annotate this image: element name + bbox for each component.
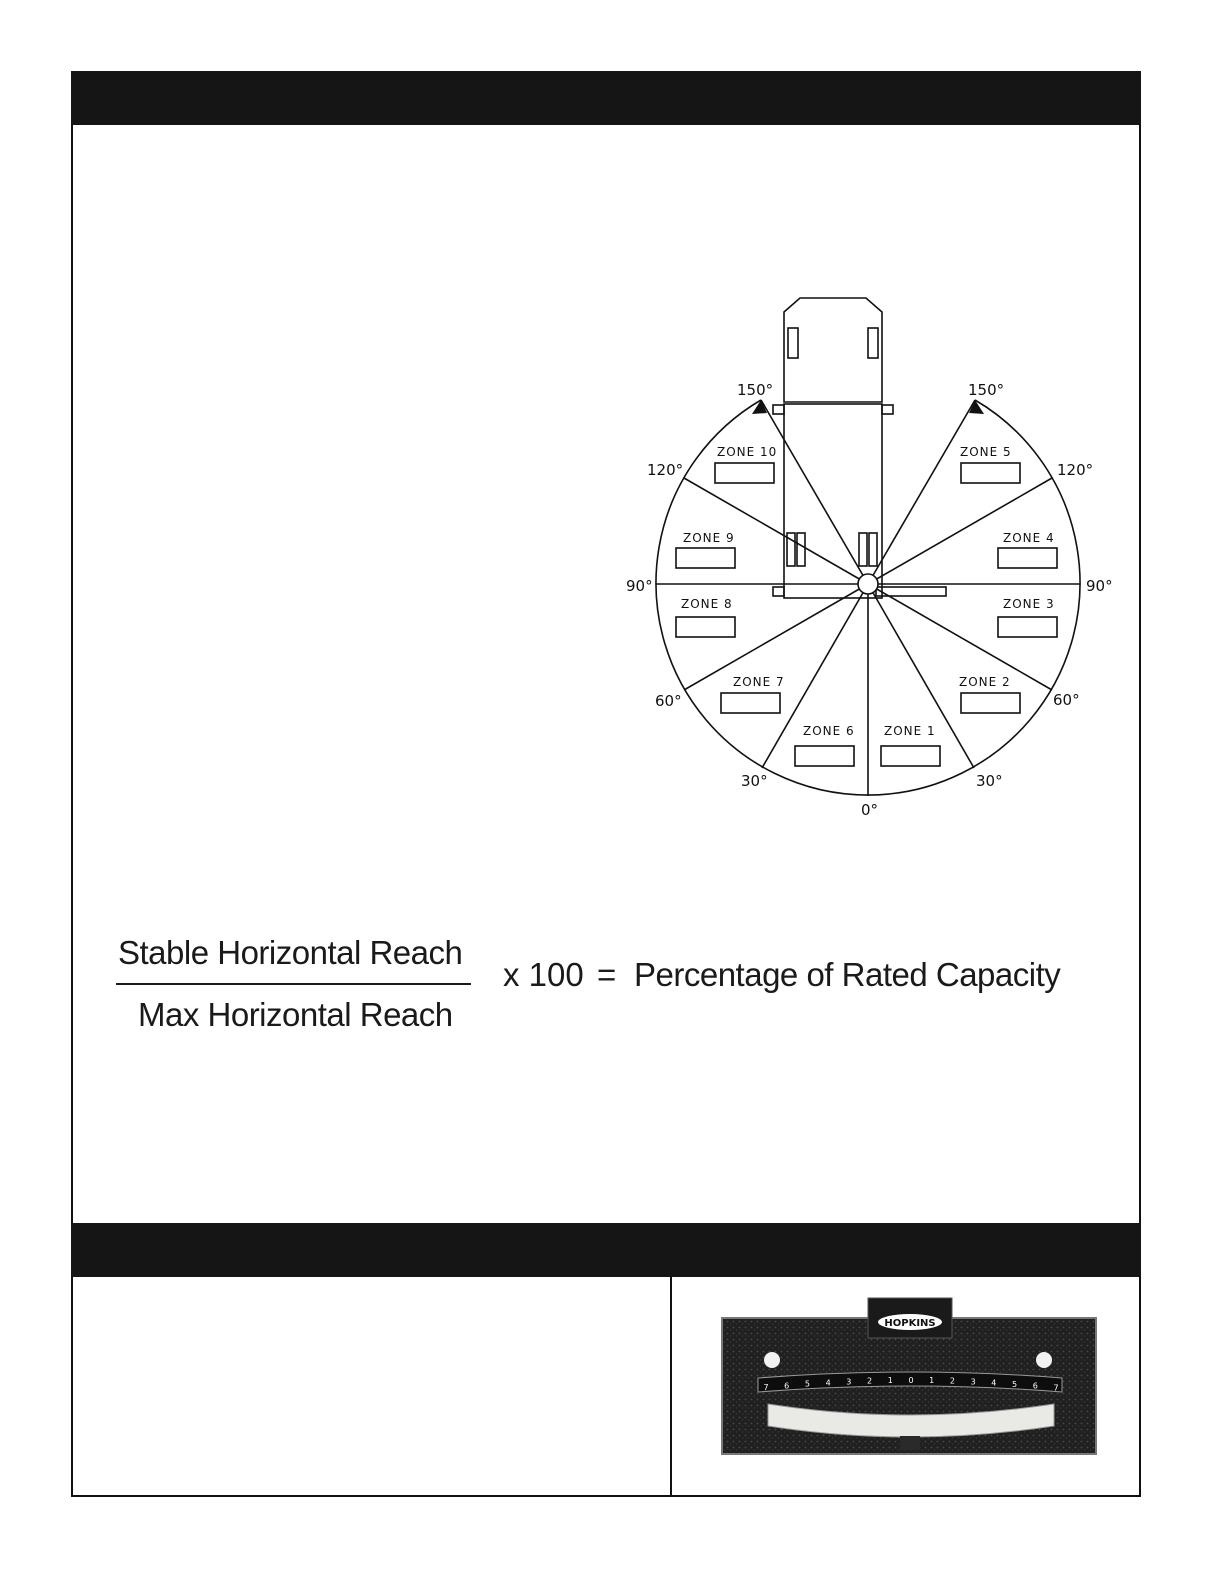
scale-tick-label: 4: [991, 1378, 997, 1388]
angle-label: 150°: [968, 381, 1005, 399]
angle-label: 90°: [626, 577, 653, 595]
mirror-left: [773, 405, 784, 414]
mount-hole-right: [1036, 1352, 1052, 1368]
scale-tick-label: 1: [887, 1376, 893, 1386]
zone-label: ZONE 10: [717, 445, 778, 459]
angle-label: 120°: [647, 461, 684, 479]
scale-tick-label: 2: [949, 1376, 955, 1386]
scale-tick-label: 0: [908, 1376, 914, 1386]
formula-result: Percentage of Rated Capacity: [634, 956, 1061, 993]
zone-label: ZONE 7: [733, 675, 785, 689]
scale-tick-label: 6: [784, 1381, 790, 1391]
angle-label: 90°: [1086, 577, 1113, 595]
scale-tick-label: 3: [970, 1377, 976, 1387]
scale-tick-label: 4: [825, 1378, 831, 1388]
wheel-right-1: [859, 533, 867, 566]
scale-tick-label: 5: [1012, 1379, 1018, 1389]
zone-label: ZONE 9: [683, 531, 735, 545]
formula-denominator: Max Horizontal Reach: [138, 996, 453, 1033]
angle-label: 30°: [976, 772, 1003, 790]
scale-tick-label: 7: [763, 1383, 769, 1393]
angle-label: 120°: [1057, 461, 1094, 479]
truck-bed: [784, 404, 882, 598]
cab-window-left: [788, 328, 798, 358]
pivot-point: [858, 574, 878, 594]
zone-label: ZONE 6: [803, 724, 855, 738]
level-indicator-image: [720, 1296, 1098, 1456]
wheel-right-2: [869, 533, 877, 566]
column-divider: [670, 1277, 672, 1497]
formula-equals: =: [597, 956, 617, 993]
scale-tick-label: 7: [1053, 1383, 1059, 1393]
mount-hole-left: [764, 1352, 780, 1368]
angle-label: 0°: [861, 801, 879, 819]
scale-tick-label: 3: [846, 1377, 852, 1387]
outrigger-left: [773, 587, 784, 596]
angle-label: 60°: [1053, 691, 1080, 709]
scale-tick-label: 2: [867, 1376, 873, 1386]
zone-label: ZONE 8: [681, 597, 733, 611]
scale-tick-label: 1: [929, 1376, 935, 1386]
zone-label: ZONE 1: [884, 724, 936, 738]
formula-numerator: Stable Horizontal Reach: [118, 934, 463, 971]
zone-label: ZONE 4: [1003, 531, 1055, 545]
cab-window-right: [868, 328, 878, 358]
angle-label: 150°: [737, 381, 774, 399]
angle-label: 30°: [741, 772, 768, 790]
fraction-line: [116, 983, 471, 985]
formula-multiplier: x 100: [503, 956, 584, 993]
angle-label: 60°: [655, 692, 682, 710]
mirror-right: [882, 405, 893, 414]
scale-tick-label: 5: [804, 1379, 810, 1389]
scale-tick-label: 6: [1032, 1381, 1038, 1391]
wheel-left-2: [797, 533, 805, 566]
zone-label: ZONE 5: [960, 445, 1012, 459]
brand-logo: HOPKINS: [884, 1318, 936, 1329]
zone-label: ZONE 3: [1003, 597, 1055, 611]
section-header-bar-2: [71, 1223, 1141, 1277]
zone-label: ZONE 2: [959, 675, 1011, 689]
